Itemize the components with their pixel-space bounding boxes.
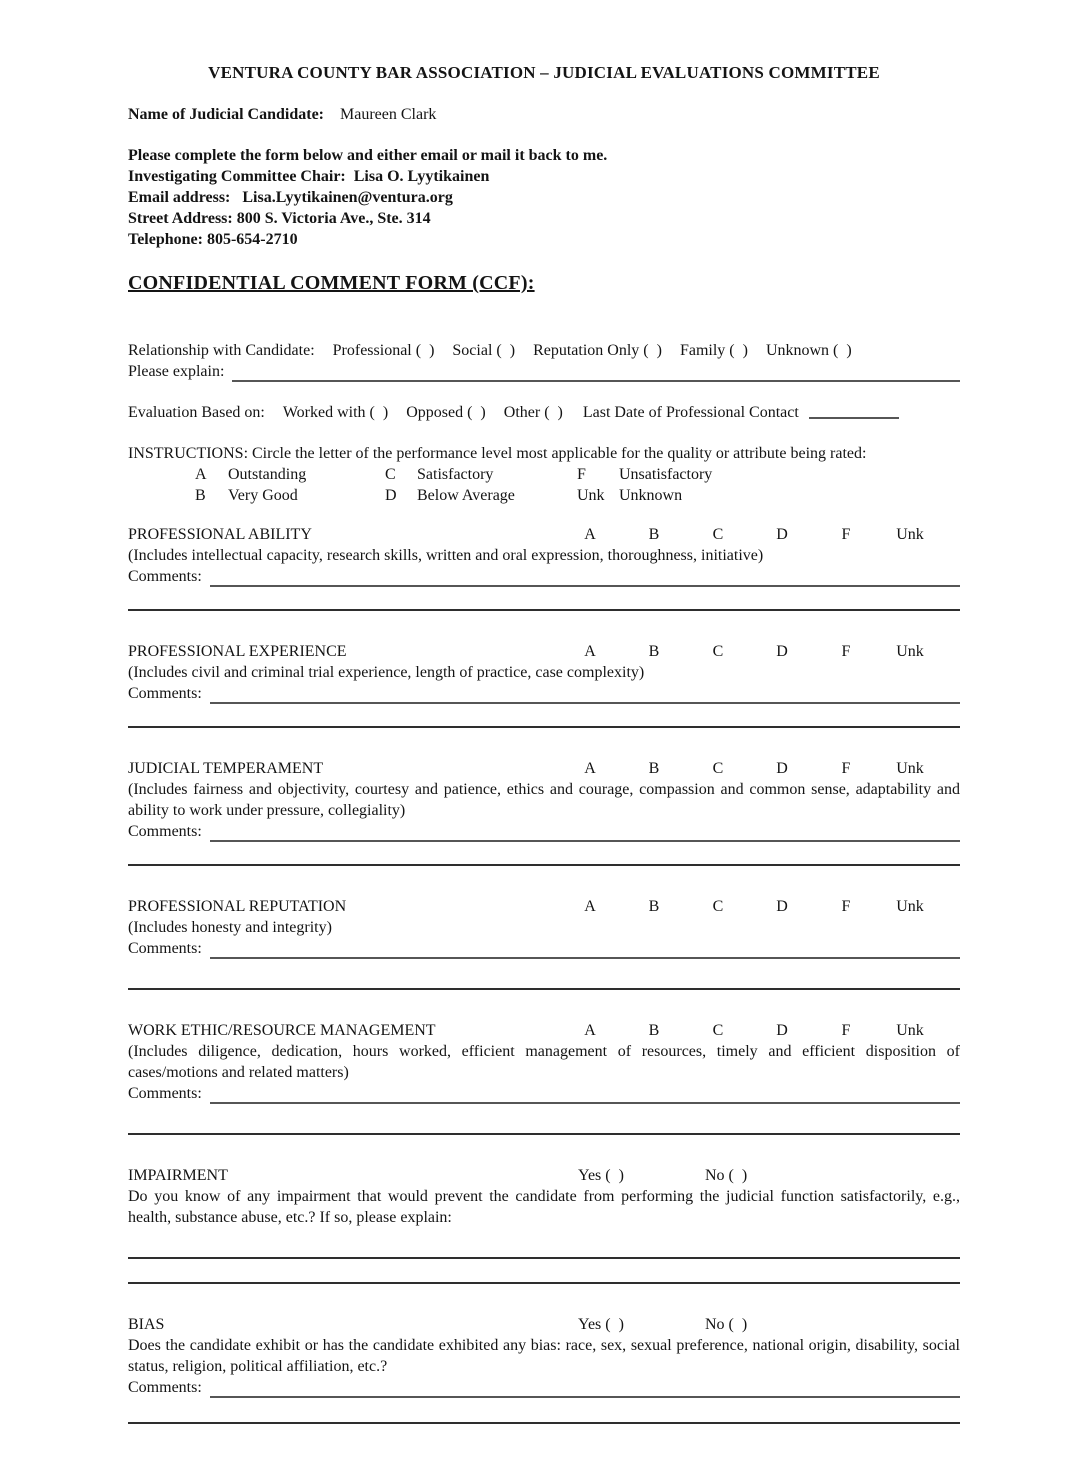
rating-key-row-1 <box>195 464 960 485</box>
comments-label: Comments: <box>128 823 202 840</box>
comments-write-line[interactable] <box>210 683 960 704</box>
last-date-label: Last Date of Professional Contact <box>582 404 799 421</box>
intro-line-email: Email address: Lisa.Lyytikainen@ventura.org <box>128 189 453 206</box>
comments-label: Comments: <box>128 940 202 957</box>
grade-f[interactable]: F <box>841 1022 851 1039</box>
grade-unk[interactable]: Unk <box>896 1022 924 1039</box>
grade-b[interactable]: B <box>648 526 660 543</box>
intro-line-street-address: Street Address: 800 S. Victoria Ave., Ste. 314 <box>128 210 431 227</box>
explain-label: Please explain: <box>128 363 225 380</box>
grade-d[interactable]: D <box>776 526 788 543</box>
grade-c[interactable]: C <box>712 760 724 777</box>
blank-write-line[interactable] <box>128 609 960 611</box>
section-impairment <box>128 1165 960 1284</box>
candidate-row <box>128 104 960 125</box>
blank-write-line[interactable] <box>128 1282 960 1284</box>
key-label: Outstanding <box>228 466 307 483</box>
section-description: Do you know of any impairment that would prevent the candidate from performing the judicial function satisfactorily, e.g., health, substance abuse, etc.? If so, please explain: <box>128 1188 960 1226</box>
evaluation-label: Evaluation Based on: <box>128 404 265 421</box>
comments-label: Comments: <box>128 568 202 585</box>
rating-key-row-2 <box>195 485 960 506</box>
section-professional-reputation <box>128 896 960 990</box>
grade-f[interactable]: F <box>841 760 851 777</box>
key-letter: C <box>385 466 396 483</box>
blank-write-line[interactable] <box>128 988 960 990</box>
option-family[interactable]: Family ( ) <box>679 342 748 359</box>
blank-write-line[interactable] <box>128 1257 960 1259</box>
intro-line-committee-chair: Investigating Committee Chair: Lisa O. Lyytikainen <box>128 168 490 185</box>
comments-label: Comments: <box>128 1379 202 1396</box>
grade-d[interactable]: D <box>776 1022 788 1039</box>
form-heading: CONFIDENTIAL COMMENT FORM (CCF): <box>128 272 535 294</box>
grade-unk[interactable]: Unk <box>896 898 924 915</box>
section-description: (Includes fairness and objectivity, courtesy and patience, ethics and courage, compassion and common sense, adaptability and ability to work under pressure, collegiality) <box>128 781 960 819</box>
option-professional[interactable]: Professional ( ) <box>332 342 435 359</box>
blank-write-line[interactable] <box>128 1133 960 1135</box>
grade-b[interactable]: B <box>648 760 660 777</box>
relationship-label: Relationship with Candidate: <box>128 342 315 359</box>
key-letter: F <box>577 466 586 483</box>
blank-write-line[interactable] <box>128 1422 960 1424</box>
section-description: (Includes intellectual capacity, research skills, written and oral expression, thoroughness, initiative) <box>128 547 764 564</box>
option-social[interactable]: Social ( ) <box>452 342 516 359</box>
bias-yes-option[interactable]: Yes ( ) <box>578 1316 624 1333</box>
grade-b[interactable]: B <box>648 898 660 915</box>
key-label: Very Good <box>228 487 298 504</box>
document-title: VENTURA COUNTY BAR ASSOCIATION – JUDICIAL EVALUATIONS COMMITTEE <box>208 63 880 82</box>
section-title: PROFESSIONAL ABILITY <box>128 526 312 543</box>
section-description: Does the candidate exhibit or has the candidate exhibited any bias: race, sex, sexual preference, national origin, disability, social status, religion, political affiliation, etc.? <box>128 1337 960 1375</box>
grade-unk[interactable]: Unk <box>896 760 924 777</box>
impairment-no-option[interactable]: No ( ) <box>705 1167 748 1184</box>
section-description: (Includes honesty and integrity) <box>128 919 332 936</box>
section-title: PROFESSIONAL REPUTATION <box>128 898 347 915</box>
comments-label: Comments: <box>128 1085 202 1102</box>
grade-f[interactable]: F <box>841 643 851 660</box>
grade-a[interactable]: A <box>584 526 596 543</box>
section-title: JUDICIAL TEMPERAMENT <box>128 760 324 777</box>
grade-c[interactable]: C <box>712 1022 724 1039</box>
key-label: Unknown <box>619 487 683 504</box>
grade-d[interactable]: D <box>776 760 788 777</box>
grade-unk[interactable]: Unk <box>896 526 924 543</box>
explain-write-line[interactable] <box>232 361 960 382</box>
section-title: PROFESSIONAL EXPERIENCE <box>128 643 347 660</box>
key-label: Below Average <box>417 487 515 504</box>
grade-f[interactable]: F <box>841 898 851 915</box>
option-other[interactable]: Other ( ) <box>503 404 563 421</box>
grade-b[interactable]: B <box>648 1022 660 1039</box>
section-work-ethic-resource-management <box>128 1020 960 1135</box>
section-description: (Includes civil and criminal trial experience, length of practice, case complexity) <box>128 664 645 681</box>
key-letter: D <box>385 487 397 504</box>
comments-label: Comments: <box>128 685 202 702</box>
grade-c[interactable]: C <box>712 898 724 915</box>
grade-unk[interactable]: Unk <box>896 643 924 660</box>
section-judicial-temperament <box>128 758 960 866</box>
section-title: WORK ETHIC/RESOURCE MANAGEMENT <box>128 1022 436 1039</box>
impairment-yes-option[interactable]: Yes ( ) <box>578 1167 624 1184</box>
grade-c[interactable]: C <box>712 643 724 660</box>
section-professional-ability <box>128 524 960 611</box>
grade-d[interactable]: D <box>776 643 788 660</box>
blank-write-line[interactable] <box>128 864 960 866</box>
comments-write-line[interactable] <box>210 938 960 959</box>
grade-c[interactable]: C <box>712 526 724 543</box>
key-letter: B <box>195 487 206 504</box>
key-letter: A <box>195 466 207 483</box>
grade-a[interactable]: A <box>584 1022 596 1039</box>
relationship-row <box>128 340 960 361</box>
last-date-write-line[interactable] <box>809 402 899 419</box>
option-worked-with[interactable]: Worked with ( ) <box>282 404 389 421</box>
explain-row <box>128 361 960 382</box>
comments-write-line[interactable] <box>210 821 960 842</box>
section-title: BIAS <box>128 1316 165 1333</box>
intro-line-telephone: Telephone: 805-654-2710 <box>128 231 298 248</box>
instructions-text: INSTRUCTIONS: Circle the letter of the performance level most applicable for the quality or attribute being rated: <box>128 445 867 462</box>
bias-no-option[interactable]: No ( ) <box>705 1316 748 1333</box>
intro-block <box>128 145 960 250</box>
option-unknown[interactable]: Unknown ( ) <box>765 342 852 359</box>
grade-a[interactable]: A <box>584 643 596 660</box>
key-label: Satisfactory <box>417 466 494 483</box>
section-title: IMPAIRMENT <box>128 1167 228 1184</box>
grade-d[interactable]: D <box>776 898 788 915</box>
section-professional-experience <box>128 641 960 728</box>
option-opposed[interactable]: Opposed ( ) <box>406 404 486 421</box>
candidate-label: Name of Judicial Candidate: <box>128 106 324 123</box>
option-reputation-only[interactable]: Reputation Only ( ) <box>533 342 662 359</box>
candidate-name: Maureen Clark <box>340 106 437 123</box>
grade-a[interactable]: A <box>584 760 596 777</box>
grade-b[interactable]: B <box>648 643 660 660</box>
section-description: (Includes diligence, dedication, hours worked, efficient management of resources, timely and efficient disposition of cases/motions and related matters) <box>128 1043 960 1081</box>
grade-f[interactable]: F <box>841 526 851 543</box>
comments-write-line[interactable] <box>210 566 960 587</box>
comments-write-line[interactable] <box>210 1377 960 1398</box>
comments-write-line[interactable] <box>210 1083 960 1104</box>
grade-a[interactable]: A <box>584 898 596 915</box>
evaluation-row <box>128 402 960 423</box>
key-letter: Unk <box>577 487 605 504</box>
key-label: Unsatisfactory <box>619 466 713 483</box>
intro-line: Please complete the form below and either email or mail it back to me. <box>128 147 608 164</box>
blank-write-line[interactable] <box>128 726 960 728</box>
